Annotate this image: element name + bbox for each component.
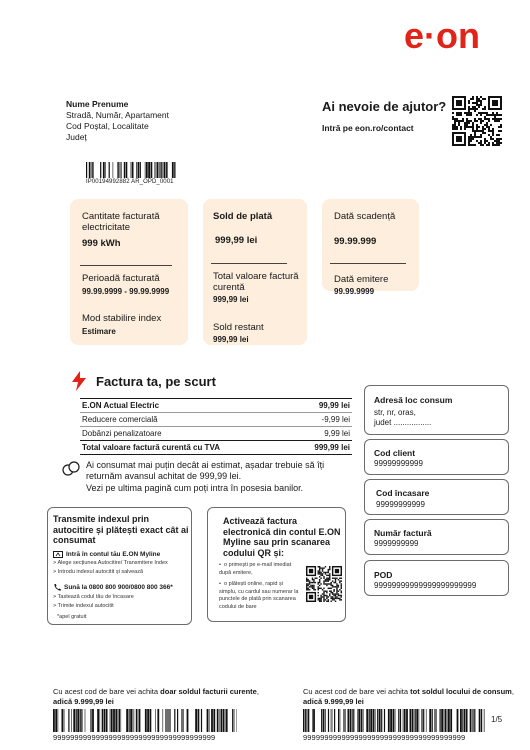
divider (211, 263, 287, 264)
consumption-address-box (364, 385, 509, 435)
help-title: Ai nevoie de ajutor? (322, 99, 447, 114)
collection-code-title: Cod încasare (376, 488, 430, 498)
address-line1: str, nr, oras, (374, 408, 416, 417)
row-label: Reducere comercială (80, 413, 292, 427)
recipient-county: Județ (66, 132, 87, 142)
balance-card (203, 199, 307, 345)
online-title: Intră în contul tău E.ON Myline (66, 551, 161, 558)
phone-icon (53, 583, 62, 592)
eon-logo (404, 18, 512, 58)
recipient-city: Cod Poștal, Localitate (66, 121, 149, 131)
barcode-current-invoice (53, 709, 237, 732)
period-value: 99.99.9999 - 99.99.9999 (82, 287, 170, 296)
consumption-card (70, 199, 188, 345)
outstanding-label: Sold restant (213, 322, 264, 333)
collection-code-value: 99999999999 (376, 500, 425, 509)
document-barcode-text: IP00194992882 AR_OPD_0001 (86, 179, 174, 185)
recipient-address (66, 99, 169, 143)
phone-title: Sună la 0800 800 900/0800 800 366* (64, 584, 173, 591)
lightning-icon (70, 371, 88, 391)
barcode-current-code: 99999999999999999999999999999999999999 (53, 733, 216, 742)
barcode-total-caption: Cu acest cod de bare vei achita tot soldul locului de consum, adică 9.999,99 lei (303, 687, 514, 706)
e-invoice-box (207, 507, 346, 622)
issue-date-label: Dată emitere (334, 274, 389, 285)
client-code-title: Cod client (374, 448, 416, 458)
client-code-value: 99999999999 (374, 459, 423, 468)
barcode-current-caption: Cu acest cod de bare vei achita doar soldul facturii curente, adică 9.999,99 lei (53, 687, 259, 706)
laptop-icon (53, 551, 63, 559)
issue-date-value: 99.99.9999 (334, 287, 375, 296)
recipient-street: Stradă, Număr, Apartament (66, 110, 169, 120)
row-label: E.ON Actual Electric (80, 399, 292, 413)
table-row-total (80, 441, 352, 455)
due-date-value: 99.99.999 (334, 236, 377, 247)
divider (80, 265, 172, 266)
collection-code-box (364, 479, 509, 515)
pod-box (364, 560, 509, 596)
current-invoice-label: Total valoare factură curentă (213, 271, 299, 293)
document-barcode (86, 162, 176, 178)
online-step1: > Alege secțiunea Autocitire/ Transmitere Index (53, 560, 168, 566)
index-mode-label: Mod stabilire index (82, 313, 162, 324)
recipient-name: Nume Prenume (66, 99, 129, 109)
quantity-label: Cantitate facturată electricitate (82, 211, 160, 233)
row-value: -9,99 lei (292, 413, 352, 427)
e-invoice-qr-code[interactable] (306, 566, 342, 602)
online-step2: > Introdu indexul autocitit și salvează (53, 569, 144, 575)
e-invoice-bullet-pay: • o plătești online, rapid și simplu, cu cardul sau numerar la punctele de plată prin scanarea codului de bare (219, 581, 299, 610)
row-value: 999,99 lei (292, 441, 352, 455)
barcode-total-balance (303, 709, 485, 732)
refund-note-link: Vezi pe ultima pagină cum poți intra în posesia banilor. (86, 483, 304, 493)
pod-value: 99999999999999999999999 (374, 581, 477, 590)
table-row (80, 413, 352, 427)
logo-text: e·on (404, 18, 480, 56)
self-reading-title: Transmite indexul prin autocitire și plătești exact cât ai consumat (53, 514, 189, 545)
self-reading-box (47, 507, 192, 625)
index-mode-value: Estimare (82, 327, 116, 336)
refund-note: Ai consumat mai puțin decât ai estimat, așadar trebuie să îți returnăm avansul achitat de 999,99 lei. (86, 460, 325, 481)
row-label: Dobânzi penalizatoare (80, 427, 292, 441)
invoice-number-value: 9999999999 (374, 539, 419, 548)
e-invoice-bullet-email: • o primești pe e-mail imediat după emitere, (219, 562, 292, 576)
outstanding-value: 999,99 lei (213, 335, 249, 344)
address-line2: judet ................. (374, 418, 432, 427)
balance-value: 999,99 lei (215, 235, 258, 246)
coins-icon (62, 461, 80, 477)
phone-step2: > Trimite indexul autocitit (53, 603, 114, 609)
summary-title: Factura ta, pe scurt (96, 374, 216, 389)
quantity-value: 999 kWh (82, 238, 121, 249)
help-contact-link[interactable]: Intră pe eon.ro/contact (322, 123, 414, 133)
table-row (80, 399, 352, 413)
pod-title: POD (374, 570, 393, 580)
e-invoice-title: Activează factura electronică din contul E.ON Myline sau prin scanarea codului QR și: (223, 516, 341, 558)
free-call-footnote: *apel gratuit (57, 614, 87, 620)
period-label: Perioadă facturată (82, 273, 160, 284)
invoice-number-title: Număr factură (374, 528, 432, 538)
current-invoice-value: 999,99 lei (213, 295, 249, 304)
address-title: Adresă loc consum (374, 395, 453, 405)
invoice-number-box (364, 519, 509, 555)
row-value: 99,99 lei (292, 399, 352, 413)
row-value: 9,99 lei (292, 427, 352, 441)
due-date-label: Dată scadență (334, 211, 396, 222)
barcode-total-code: 99999999999999999999999999999999999999 (303, 733, 466, 742)
client-code-box (364, 439, 509, 475)
divider (330, 263, 406, 264)
row-label: Total valoare factură curentă cu TVA (80, 441, 292, 455)
table-row (80, 427, 352, 441)
summary-table (80, 398, 352, 455)
balance-label: Sold de plată (213, 211, 273, 222)
phone-step1: > Tastează codul tău de încasare (53, 594, 134, 600)
contact-qr-code (452, 96, 502, 146)
page-number: 1/5 (491, 715, 503, 724)
